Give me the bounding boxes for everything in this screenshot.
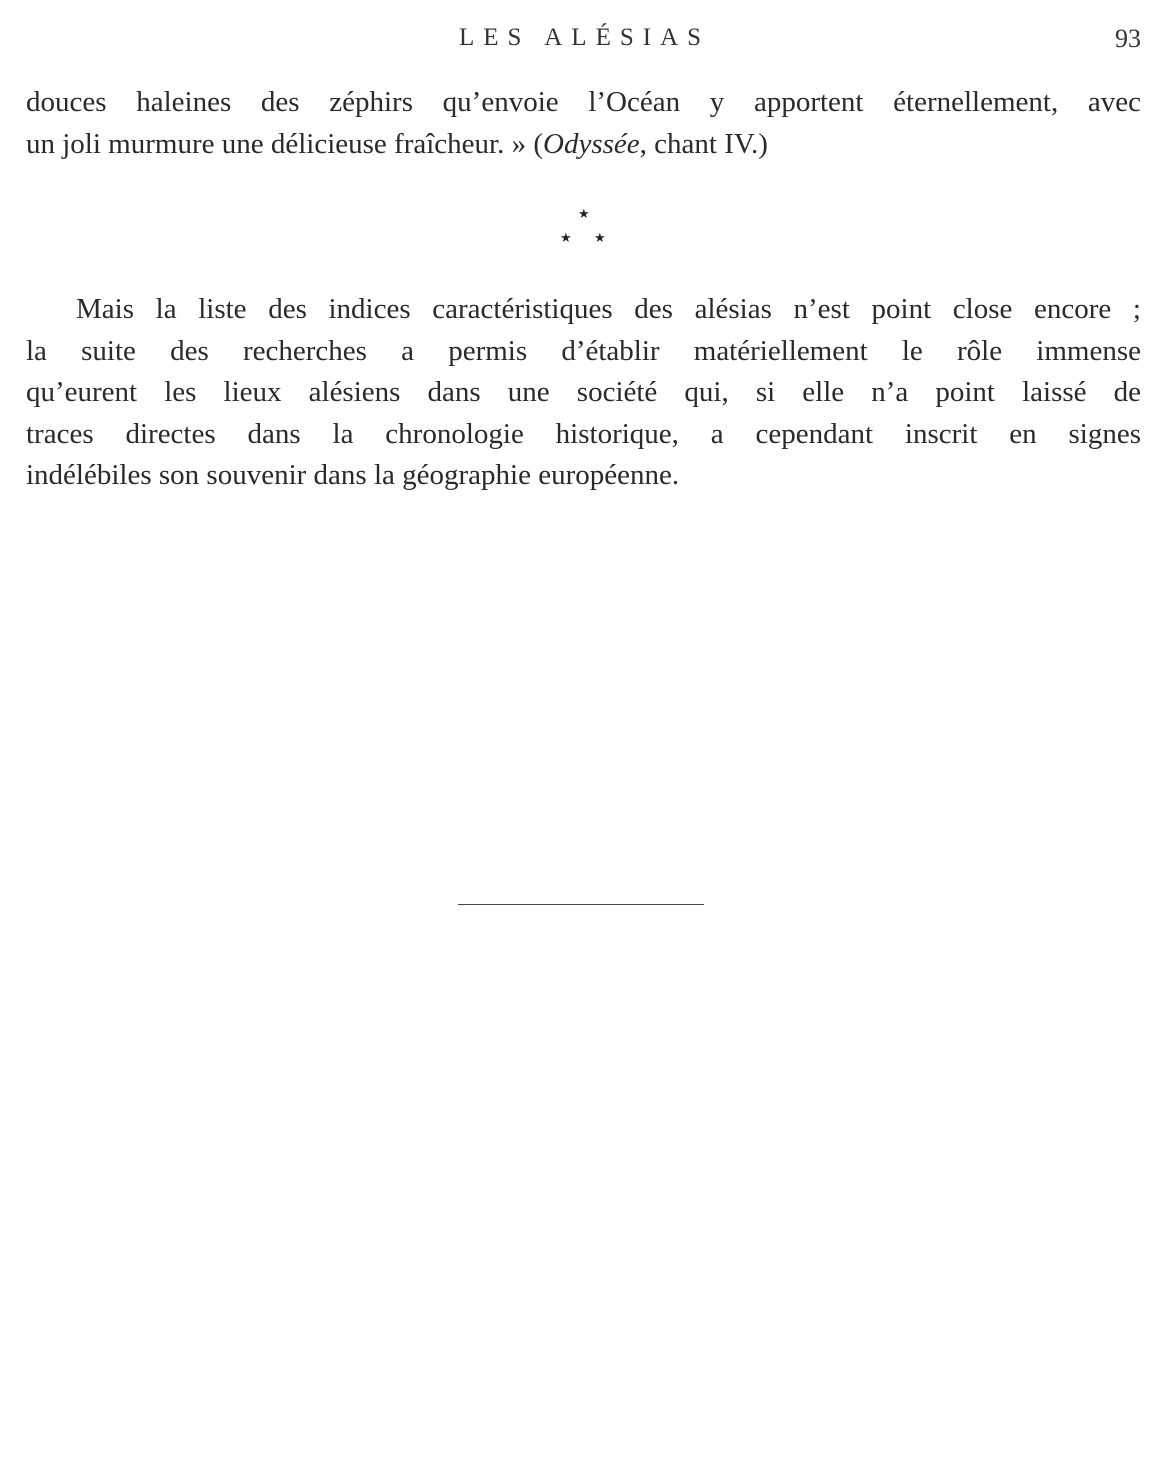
paragraph-line: indélébiles son souvenir dans la géographie européenne.	[26, 459, 680, 491]
star-icon: ★	[578, 207, 590, 222]
paragraph-line: qu’eurent les lieux alésiens dans une société qui, si elle n’a point laissé de	[26, 376, 1141, 408]
running-head	[0, 22, 1169, 56]
chapter-end-rule	[458, 904, 704, 905]
paragraph-continued	[26, 82, 1141, 165]
paragraph-line: la suite des recherches a permis d’établir matériellement le rôle immense	[26, 334, 1141, 367]
star-icon: ★	[594, 231, 606, 246]
paragraph-line: Mais la liste des indices caractéristiques des alésias n’est point close encore ;	[76, 293, 1141, 325]
paragraph-line: traces directes dans la chronologie historique, a cependant inscrit en signes	[26, 417, 1141, 450]
paragraph-line: douces haleines des zéphirs qu’envoie l’Océan y apportent éternellement, avec	[26, 86, 1141, 118]
running-title: LES ALÉSIAS	[458, 24, 711, 51]
citation-text: , chant IV.)	[639, 127, 768, 160]
paragraph-main	[26, 289, 1141, 497]
page-number: 93	[1115, 24, 1141, 53]
star-icon: ★	[560, 231, 572, 246]
quote-end-text: un joli murmure une délicieuse fraîcheur. » (	[26, 127, 543, 160]
work-title: Odyssée	[543, 127, 640, 160]
asterism-separator	[554, 204, 614, 250]
paragraph-line	[26, 124, 1141, 166]
